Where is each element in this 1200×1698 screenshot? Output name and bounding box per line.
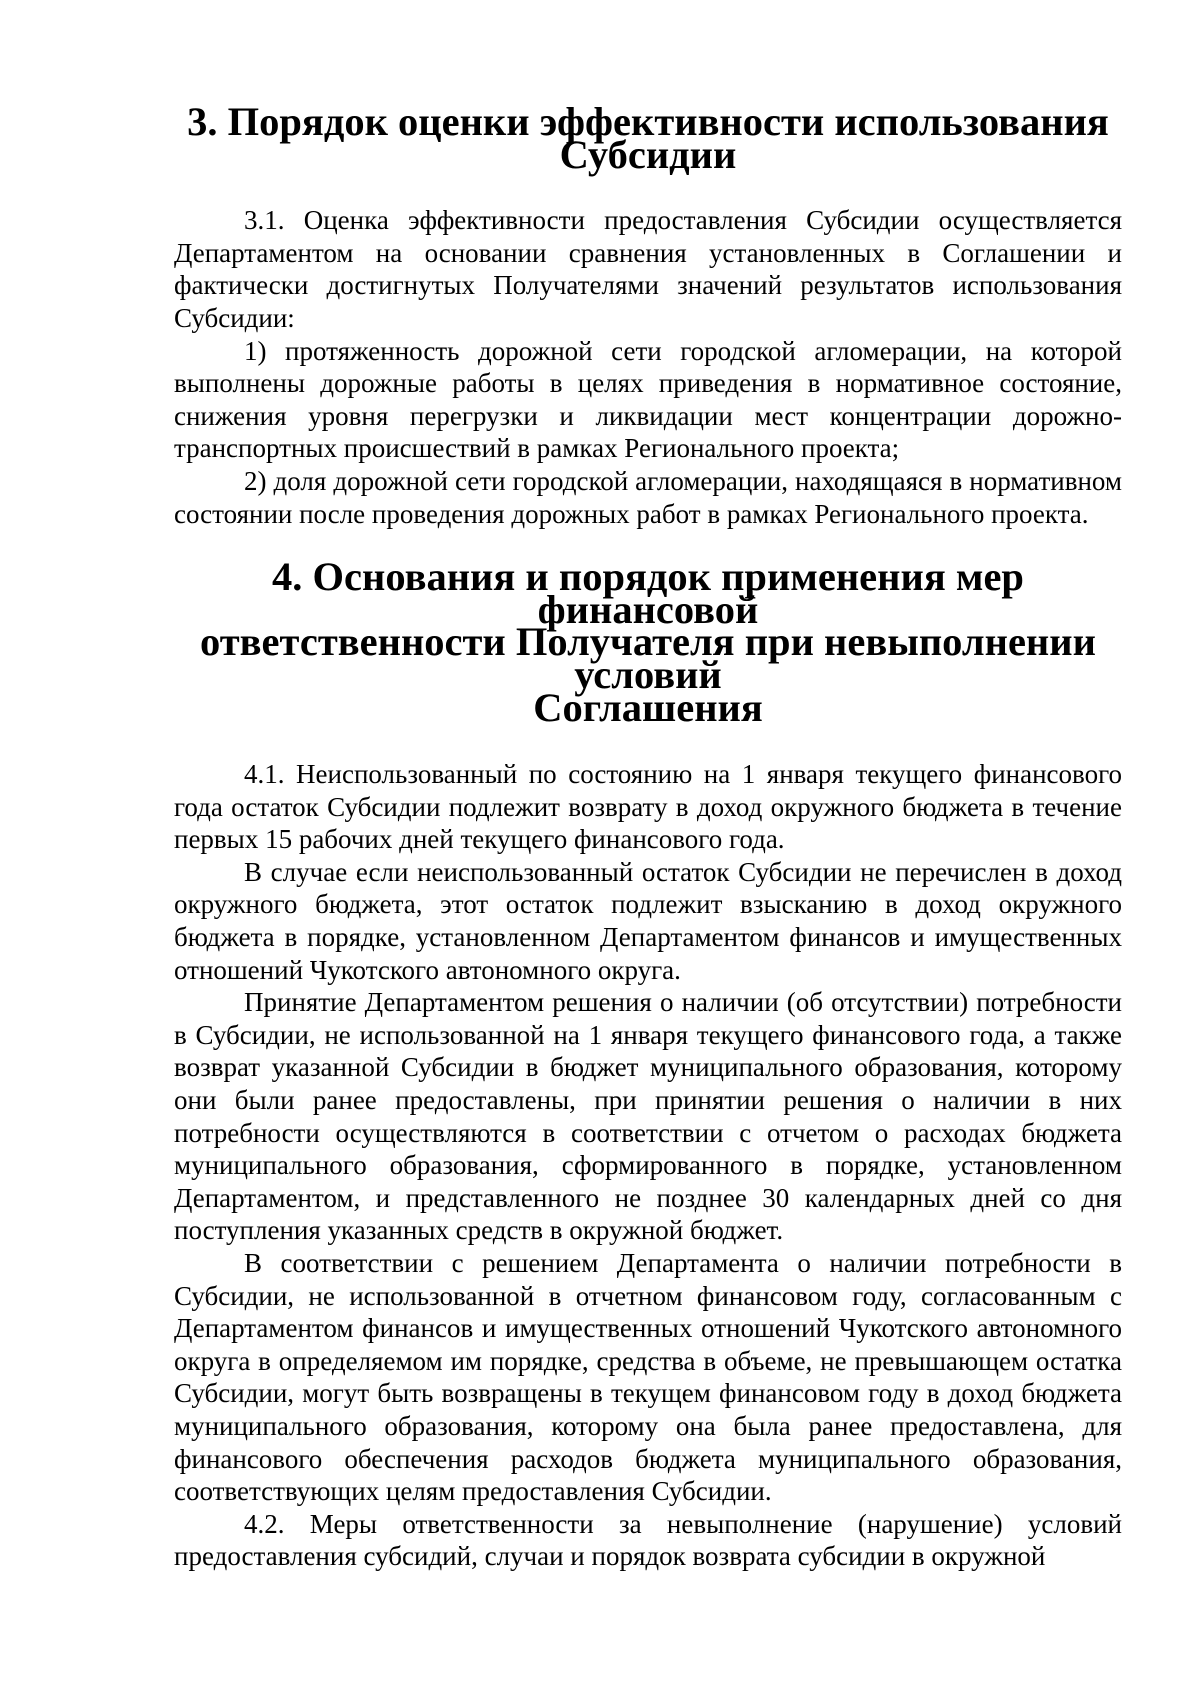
section-4-heading-line-1: 4. Основания и порядок применения мер финансовой (272, 554, 1024, 632)
clause-4-2-paragraph: 4.2. Меры ответственности за невыполнение (нарушение) условий предоставления субсидий, случаи и порядок возврата субсидии в окружной (174, 1508, 1122, 1572)
section-4-heading-line-2: ответственности Получателя при невыполнении условий (200, 619, 1096, 697)
clause-4-1-paragraph: 4.1. Неиспользованный по состоянию на 1 января текущего финансового года остаток Субсидии подлежит возврату в доход окружного бюджета в течение первых 15 рабочих дней текущего финансового года. (174, 759, 1122, 855)
department-decision-paragraph: Принятие Департаментом решения о наличии (об отсутствии) потребности в Субсидии, не использованной на 1 января текущего финансового года, а также возврат указанной Субсидии в бюджет муниципального образования, которому они были ранее предоставлены, при принятии решения о наличии в них потребности осуществляются в соответствии с отчетом о расходах бюджета муниципального образования, сформированного в порядке, установленном Департаментом, и представленного не позднее 30 календарных дней со дня поступления указанных средств в окружной бюджет. (174, 987, 1122, 1246)
clause-3-1-paragraph: 3.1. Оценка эффективности предоставления Субсидии осуществляется Департаментом на основании сравнения установленных в Соглашении и фактически достигнутых Получателями значений результатов использования Субсидии: (174, 205, 1122, 333)
section-4-heading (174, 554, 1122, 730)
document-page (174, 99, 1122, 1573)
section-4-body (174, 758, 1122, 1573)
section-3-heading: 3. Порядок оценки эффективности использования Субсидии (187, 99, 1109, 177)
result-item-1-paragraph: 1) протяженность дорожной сети городской агломерации, на которой выполнены дорожные работы в целях приведения в нормативное состояние, снижения уровня перегрузки и ликвидации мест концентрации дорожно-транспортных происшествий в рамках Регионального проекта; (174, 335, 1122, 464)
section-4-heading-line-3: Соглашения (533, 684, 763, 730)
result-item-2-paragraph: 2) доля дорожной сети городской агломерации, находящаяся в нормативном состоянии после проведения дорожных работ в рамках Регионального проекта. (174, 465, 1122, 529)
section-3-body (174, 204, 1122, 530)
funds-return-paragraph: В соответствии с решением Департамента о наличии потребности в Субсидии, не использованной в отчетном финансовом году, согласованным с Департаментом финансов и имущественных отношений Чукотского автономного округа в определяемом им порядке, средства в объеме, не превышающем остатка Субсидии, могут быть возвращены в текущем финансовом году в доход бюджета муниципального образования, которому она была ранее предоставлена, для финансового обеспечения расходов бюджета муниципального образования, соответствующих целям предоставления Субсидии. (174, 1248, 1122, 1507)
unused-balance-recovery-paragraph: В случае если неиспользованный остаток Субсидии не перечислен в доход окружного бюджета, этот остаток подлежит взысканию в доход окружного бюджета в порядке, установленном Департаментом финансов и имущественных отношений Чукотского автономного округа. (174, 856, 1122, 985)
